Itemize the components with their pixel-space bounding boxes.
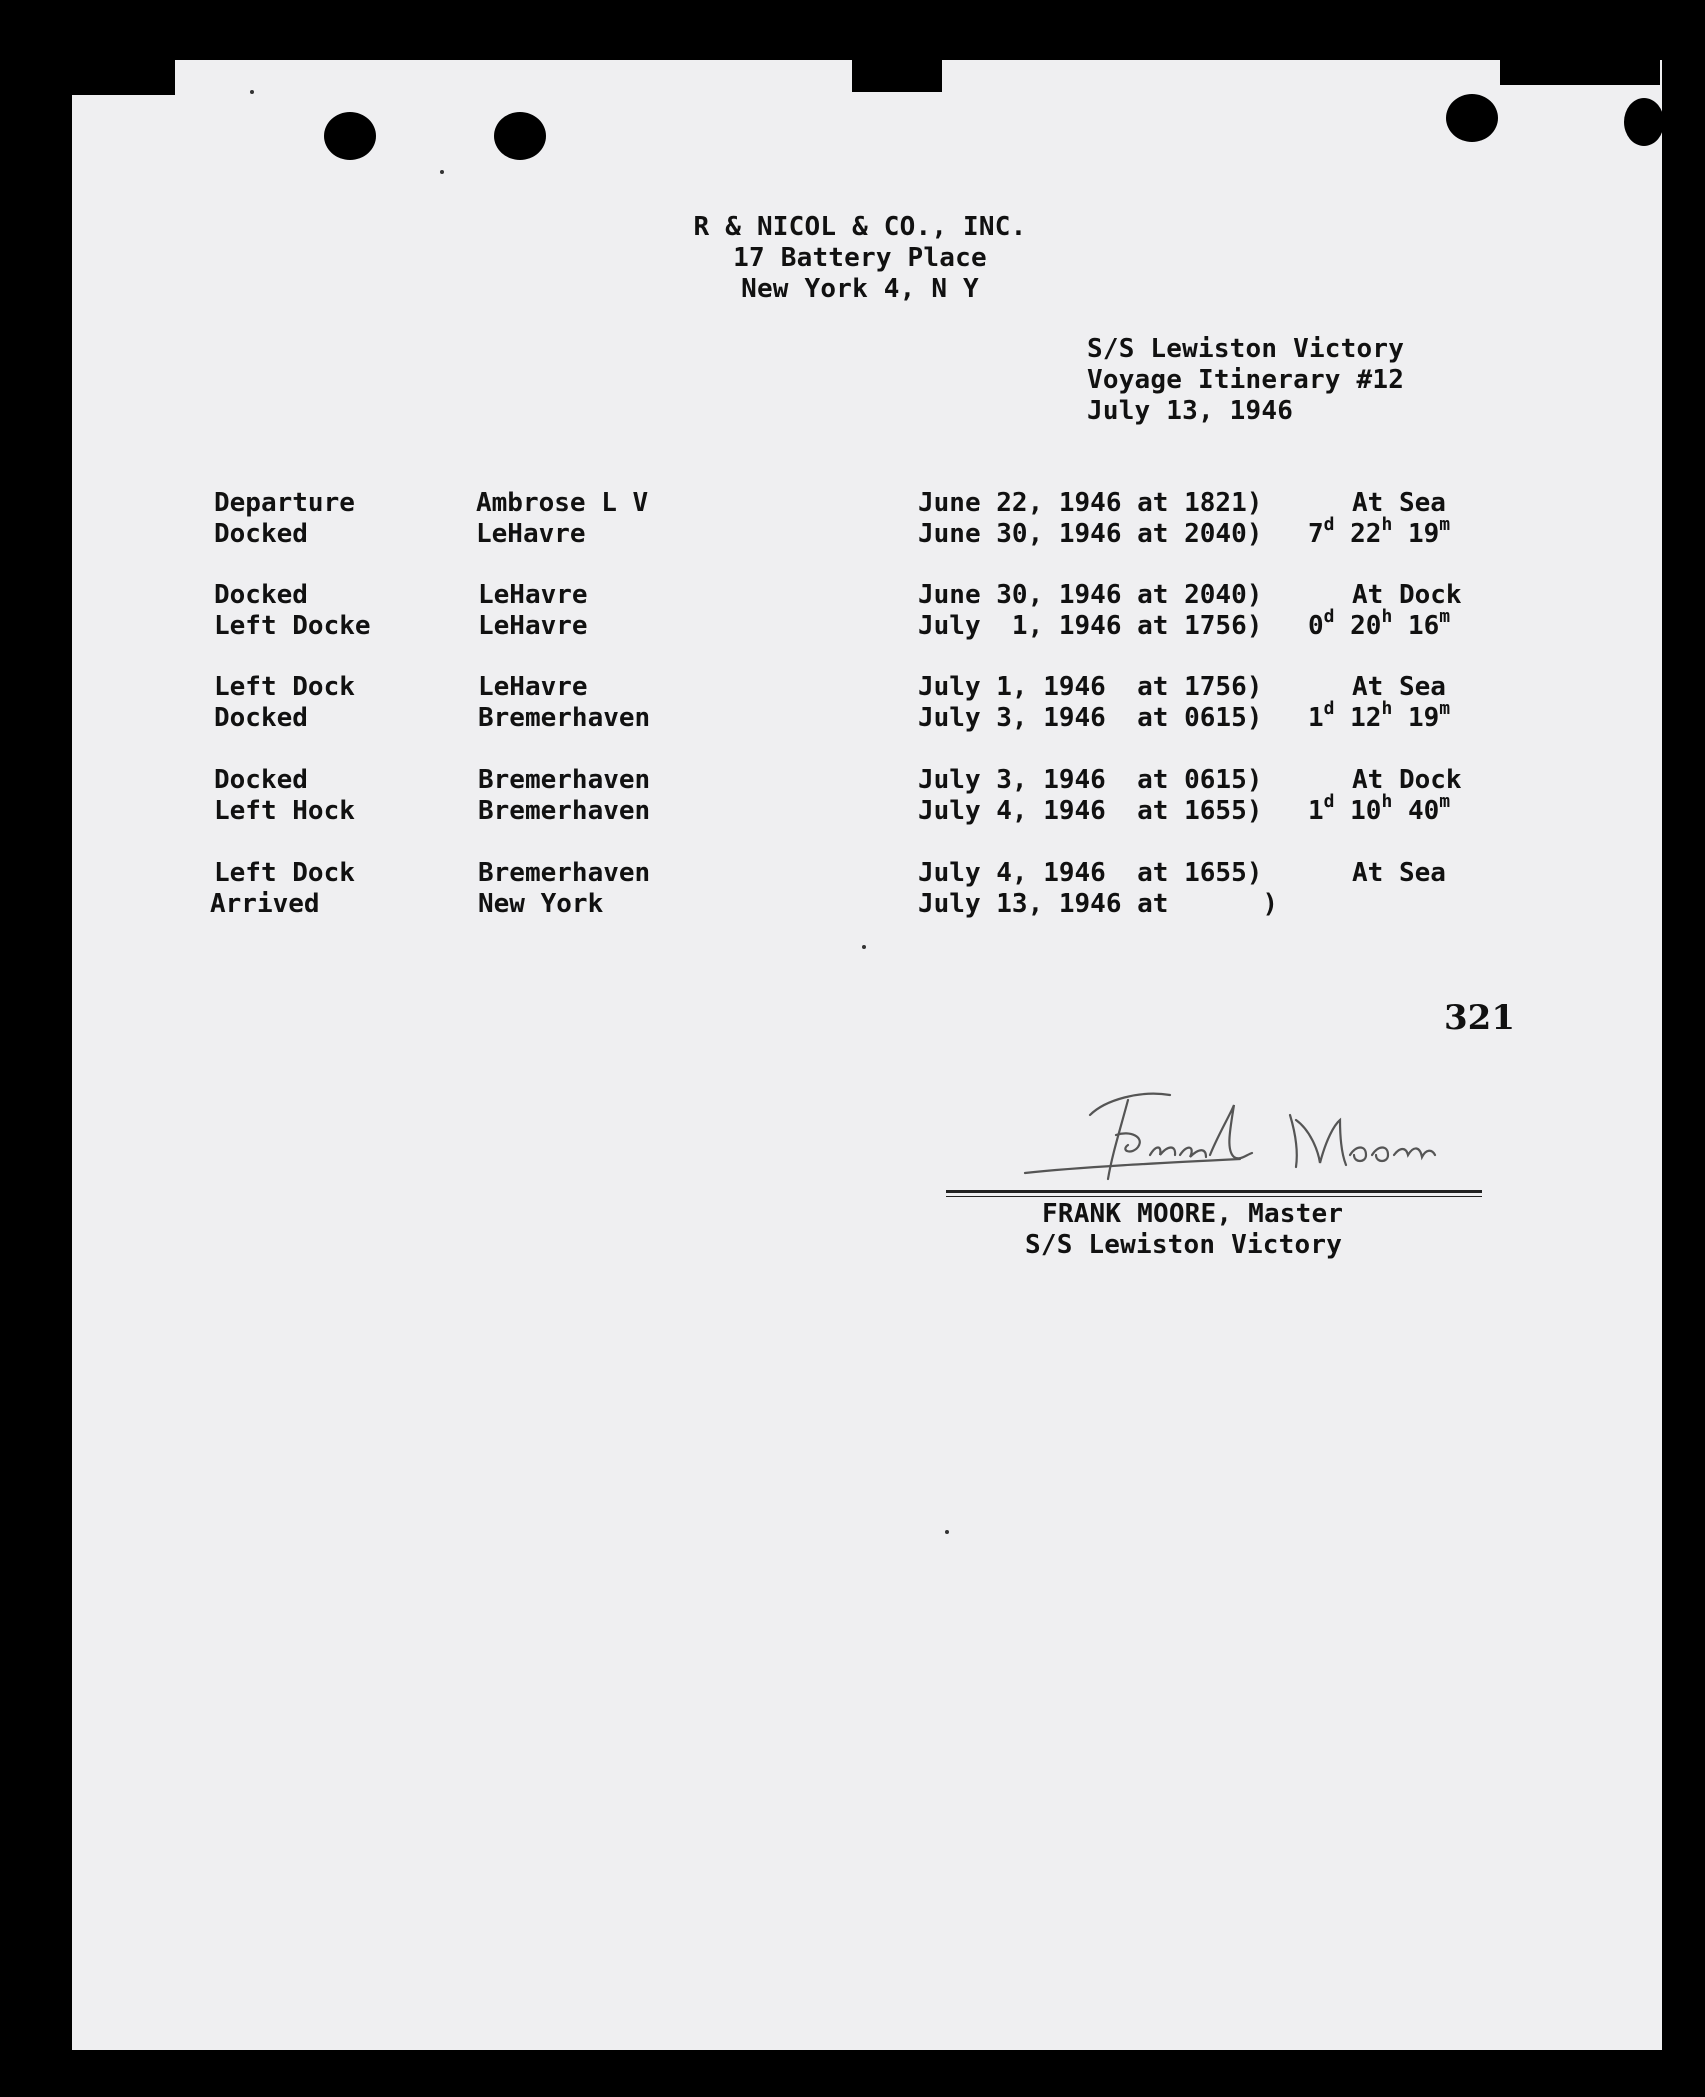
top-left-tear	[60, 60, 175, 95]
speck	[945, 1530, 949, 1534]
leg-status: At Dock	[1352, 580, 1462, 610]
top-right-tear	[1500, 40, 1660, 85]
handwritten-signature	[1020, 1075, 1500, 1195]
speck	[862, 945, 866, 949]
event-datetime: July 4, 1946 at 1655)	[918, 796, 1263, 826]
signature-line	[946, 1196, 1482, 1197]
event-datetime: June 30, 1946 at 2040)	[918, 519, 1263, 549]
punch-hole-left	[324, 112, 376, 160]
event-label: Left Docke	[214, 611, 371, 641]
port-name: New York	[478, 889, 604, 919]
signer-name-title: FRANK MOORE, Master	[1042, 1199, 1344, 1229]
punch-hole-right	[1446, 94, 1498, 142]
signature-line	[946, 1190, 1482, 1193]
leg-status: At Sea	[1352, 858, 1446, 888]
signer-ship: S/S Lewiston Victory	[1025, 1230, 1343, 1260]
top-center-tab	[852, 40, 942, 92]
port-name: Bremerhaven	[478, 858, 651, 888]
event-datetime: July 3, 1946 at 0615)	[918, 765, 1263, 795]
leg-duration: 1$^d$ 10$^h$ 40$^m$	[1308, 791, 1451, 826]
leg-duration: 1$^d$ 12$^h$ 19$^m$	[1308, 698, 1451, 733]
event-datetime: June 22, 1946 at 1821)	[918, 488, 1263, 518]
voyage-itinerary-number: Voyage Itinerary #12	[1087, 365, 1405, 395]
company-city: New York 4, N Y	[741, 274, 979, 304]
port-name: LeHavre	[478, 611, 588, 641]
event-label: Docked	[214, 703, 308, 733]
port-name: LeHavre	[478, 672, 588, 702]
event-datetime: July 1, 1946 at 1756)	[918, 611, 1263, 641]
event-label: Docked	[214, 765, 308, 795]
leg-status: At Sea	[1352, 672, 1446, 702]
event-label: Departure	[214, 488, 355, 518]
company-street: 17 Battery Place	[733, 243, 987, 273]
event-datetime: July 3, 1946 at 0615)	[918, 703, 1263, 733]
event-label: Docked	[214, 519, 308, 549]
speck	[440, 170, 444, 174]
punch-hole-center	[494, 112, 546, 160]
event-label: Arrived	[210, 889, 320, 919]
event-label: Docked	[214, 580, 308, 610]
event-datetime: July 4, 1946 at 1655)	[918, 858, 1263, 888]
punch-hole-edge	[1624, 98, 1664, 146]
port-name: Bremerhaven	[478, 765, 651, 795]
port-name: Bremerhaven	[478, 796, 651, 826]
leg-status: At Sea	[1352, 488, 1446, 518]
event-datetime: July 1, 1946 at 1756)	[918, 672, 1263, 702]
port-name: Ambrose L V	[476, 488, 649, 518]
port-name: LeHavre	[476, 519, 586, 549]
port-name: LeHavre	[478, 580, 588, 610]
speck	[250, 90, 254, 94]
event-label: Left Dock	[214, 672, 355, 702]
company-name: R & NICOL & CO., INC.	[693, 212, 1027, 242]
event-datetime: July 13, 1946 at )	[918, 889, 1279, 919]
page-number: 321	[1444, 998, 1515, 1038]
leg-duration: 7$^d$ 22$^h$ 19$^m$	[1308, 514, 1451, 549]
voyage-date: July 13, 1946	[1087, 396, 1294, 426]
leg-duration: 0$^d$ 20$^h$ 16$^m$	[1308, 606, 1451, 641]
ship-name: S/S Lewiston Victory	[1087, 334, 1405, 364]
event-label: Left Dock	[214, 858, 355, 888]
event-datetime: June 30, 1946 at 2040)	[918, 580, 1263, 610]
document-page	[72, 60, 1662, 2050]
leg-status: At Dock	[1352, 765, 1462, 795]
port-name: Bremerhaven	[478, 703, 651, 733]
event-label: Left Hock	[214, 796, 355, 826]
